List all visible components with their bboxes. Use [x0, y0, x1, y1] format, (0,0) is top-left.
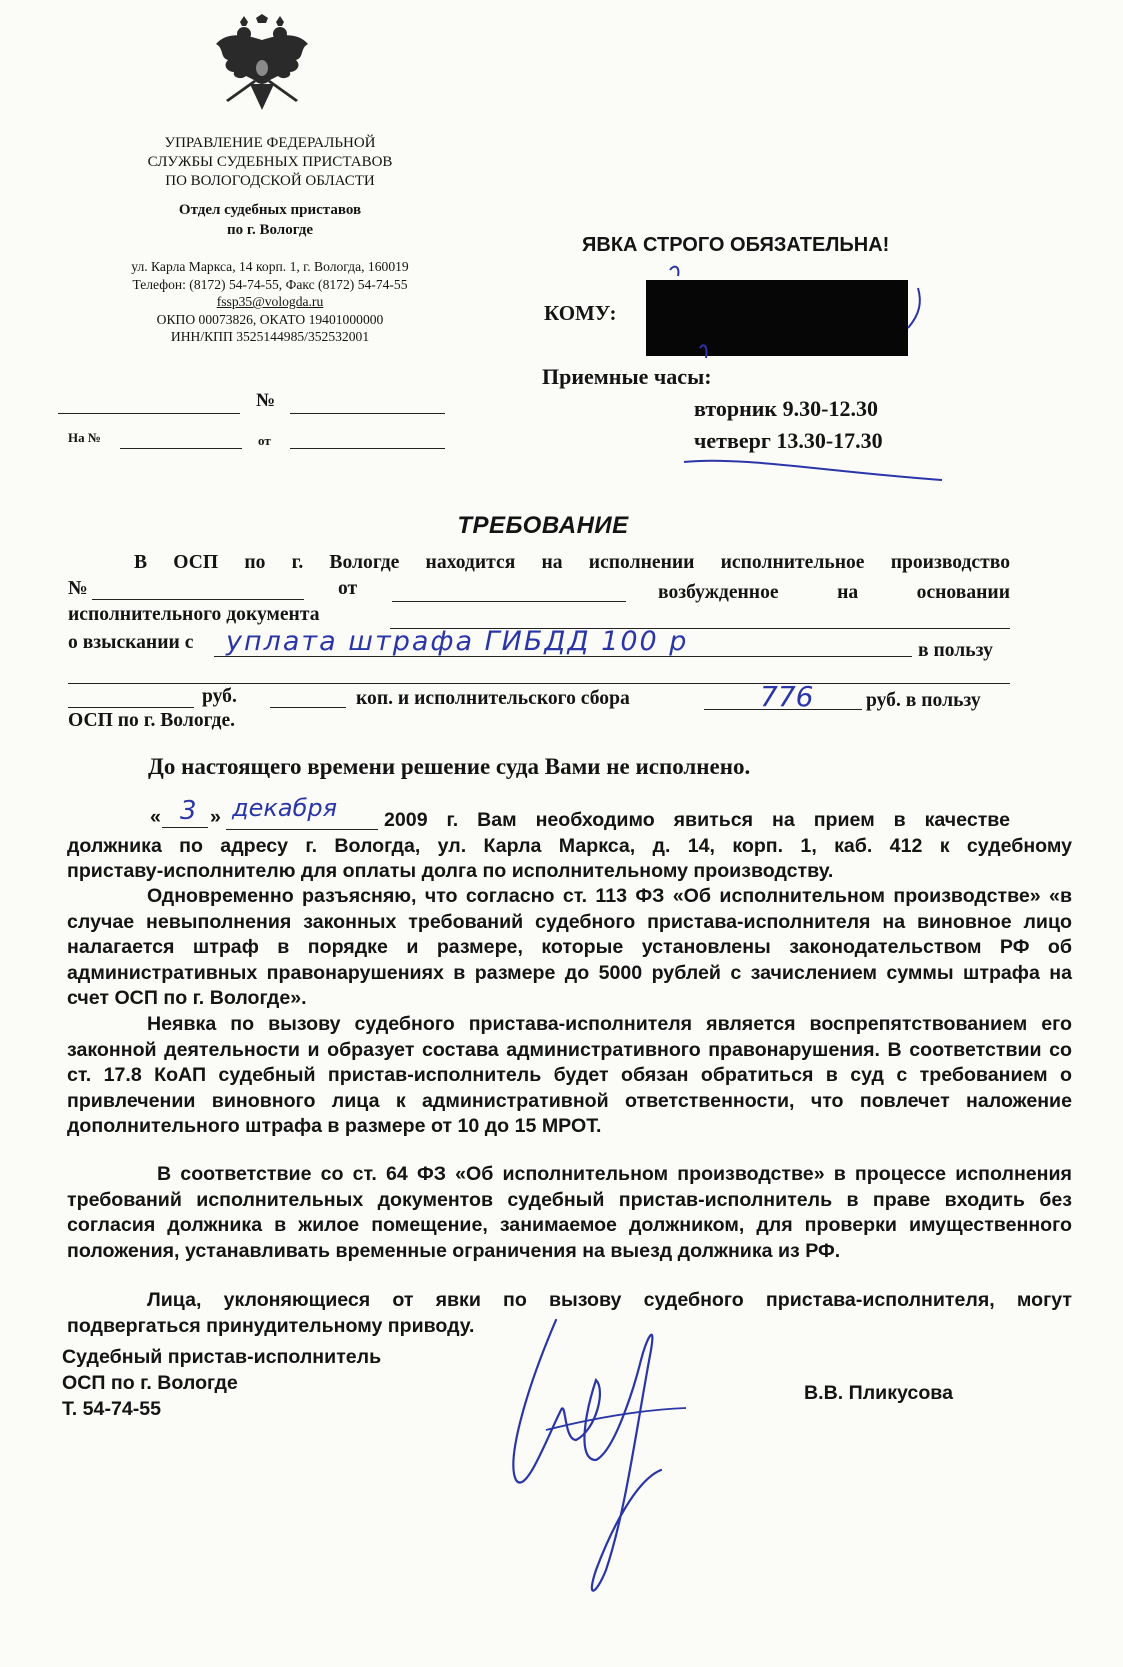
recovery-label: о взыскании с — [68, 632, 194, 653]
date-open-quote: « — [150, 806, 161, 828]
dept-line: по г. Вологде — [226, 222, 314, 238]
outgoing-number-line — [290, 413, 445, 414]
rub-in-favor-label: руб. в пользу — [866, 690, 981, 711]
department-name — [80, 200, 460, 240]
hours-tuesday: вторник 9.30-12.30 — [694, 396, 878, 421]
hours-thursday: четверг 13.30-17.30 — [694, 428, 883, 453]
document-title: ТРЕБОВАНИЕ — [457, 512, 629, 539]
exec-doc-label: исполнительного документа — [68, 604, 320, 625]
paragraph-compulsory-drive: Лица, уклоняющиеся от явки по вызову судебного пристава-исполнителя, могут подвергаться принудительному приводу. — [67, 1289, 1072, 1337]
in-favor-line — [68, 683, 1010, 684]
day-line — [162, 827, 208, 828]
number-sign: № — [256, 390, 276, 411]
handwritten-strokes-icon — [660, 258, 960, 488]
proceeding-number-line — [92, 599, 304, 600]
in-favor-label: в пользу — [918, 640, 993, 661]
org-line: ПО ВОЛОГОДСКОЙ ОБЛАСТИ — [165, 173, 375, 189]
signer-position: Судебный пристав-исполнитель — [62, 1346, 382, 1368]
paragraph-entry-rights: В соответствие со ст. 64 ФЗ «Об исполнительном производстве» в процессе исполнения требований исполнительных документов судебный пристав-исполнитель в праве входить без согласия должника в жилое помещение, занимаемое должником, для проверки имущественного положения, устанавливать временные ограничения на выезд должника из РФ. — [67, 1163, 1072, 1262]
double-headed-eagle-icon — [214, 14, 310, 114]
handwritten-fee: 776 — [760, 680, 814, 713]
incoming-from-label: от — [258, 433, 271, 448]
proceeding-from-label: от — [338, 578, 358, 599]
handwritten-recovery: уплата штрафа ГИБДД 100 р — [226, 626, 689, 657]
handwritten-day: 3 — [180, 796, 197, 826]
signer-office: ОСП по г. Вологде — [62, 1372, 238, 1394]
incoming-number-line — [120, 448, 242, 449]
signature-block — [62, 1344, 381, 1422]
initiated-label: возбужденное на основании — [658, 582, 1010, 603]
appointment-line: 2009 г. Вам необходимо явиться на прием в качестве — [384, 809, 1010, 831]
reception-hours-label: Приемные часы: — [542, 364, 712, 389]
signer-phone: Т. 54-74-55 — [62, 1398, 162, 1420]
date-close-quote: » — [210, 806, 221, 828]
to-label: КОМУ: — [544, 301, 617, 325]
paragraph-address-line1: должника по адресу г. Вологда, ул. Карла Маркса, д. 14, корп. 1, каб. 412 к судебному — [67, 835, 1072, 857]
incoming-date-line — [290, 448, 445, 449]
proceeding-date-line — [392, 601, 626, 602]
paragraph-non-appearance: Неявка по вызову судебного пристава-исполнителя является воспрепятствованием его законной деятельности и образует состава административного правонарушения. В соответствии со ст. 17.8 КоАП судебный пристав-исполнитель будет обязан обратиться в суд с требованием о привлечении виновного лица к административной ответственности, что повлечет наложение дополнительного штрафа в размере от 10 до 15 МРОТ. — [67, 1013, 1072, 1138]
signer-name: В.В. Пликусова — [804, 1382, 953, 1404]
osp-label: ОСП по г. Вологде. — [68, 710, 236, 731]
handwritten-signature-icon — [486, 1290, 716, 1620]
proceeding-number-label: № — [68, 578, 88, 599]
phone-fax: Телефон: (8172) 54-74-55, Факс (8172) 54-74-55 — [132, 276, 408, 292]
contact-info — [80, 258, 460, 346]
inn-kpp: ИНН/КПП 3525144985/352532001 — [170, 329, 370, 345]
paragraph-fine-clarification: Одновременно разъясняю, что согласно ст. 113 ФЗ «Об исполнительном производстве» «в случае невыполнения законных требований судебного пристава-исполнителя на виновное лицо налагается штраф в порядке и размере, которые установлены законодательством РФ об административных правонарушениях в размере до 5000 рублей с зачислением суммы штрафа на счет ОСП по г. Вологде». — [67, 885, 1072, 1010]
rub-label: руб. — [202, 686, 237, 707]
dept-line: Отдел судебных приставов — [178, 202, 362, 218]
outgoing-date-line — [58, 413, 240, 414]
mandatory-notice: ЯВКА СТРОГО ОБЯЗАТЕЛЬНА! — [582, 234, 890, 256]
kop-fee-label: коп. и исполнительского сбора — [356, 688, 630, 709]
okpo-okato: ОКПО 00073826, ОКАТО 19401000000 — [156, 311, 384, 327]
kop-amount-line — [270, 707, 346, 708]
month-line — [226, 829, 378, 830]
org-line: УПРАВЛЕНИЕ ФЕДЕРАЛЬНОЙ — [164, 135, 376, 151]
handwritten-month: декабря — [232, 794, 338, 822]
rub-amount-line — [68, 707, 194, 708]
not-executed-notice: До настоящего времени решение суда Вами не исполнено. — [148, 754, 751, 779]
incoming-number-label: На № — [68, 430, 101, 445]
email-link[interactable]: fssp35@vologda.ru — [216, 294, 324, 310]
org-name — [80, 134, 460, 191]
proceeding-intro: В ОСП по г. Вологде находится на исполнении исполнительное производство — [134, 552, 1010, 573]
address: ул. Карла Маркса, 14 корп. 1, г. Вологда, 160019 — [131, 259, 409, 274]
paragraph-address-line2: приставу-исполнителю для оплаты долга по исполнительному производству. — [67, 860, 834, 882]
org-line: СЛУЖБЫ СУДЕБНЫХ ПРИСТАВОВ — [147, 154, 393, 170]
